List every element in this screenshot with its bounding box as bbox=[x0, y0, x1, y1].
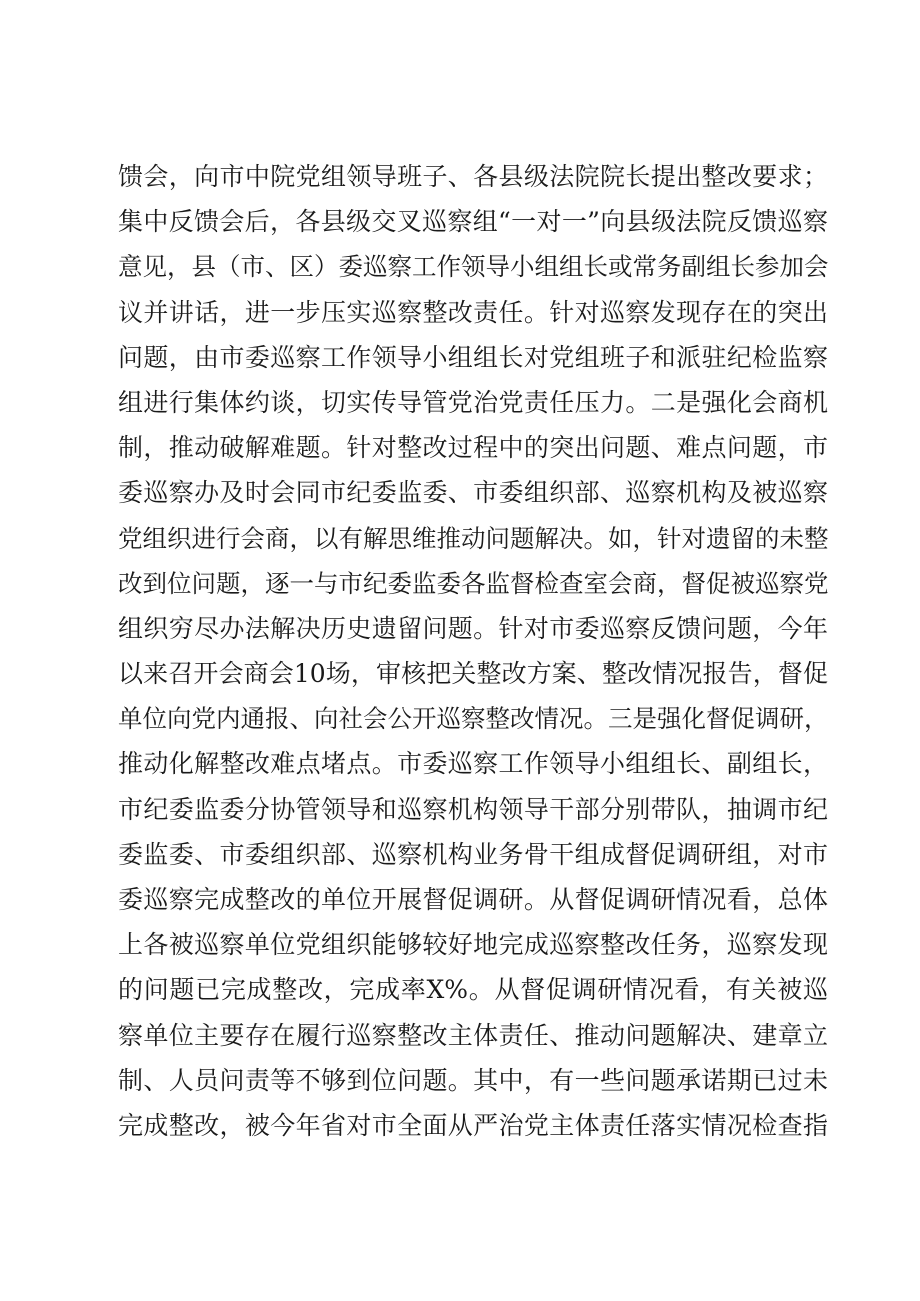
text-line: 组进行集体约谈，切实传导管党治党责任压力。二是强化会商机 bbox=[118, 387, 828, 417]
text-line: 制，推动破解难题。针对整改过程中的突出问题、难点问题，市 bbox=[118, 433, 828, 463]
text-line: 以来召开会商会10场，审核把关整改方案、整改情况报告，督促 bbox=[118, 659, 828, 689]
text-line: 单位向党内通报、向社会公开巡察整改情况。三是强化督促调研， bbox=[118, 704, 829, 734]
text-line: 问题，由市委巡察工作领导小组组长对党组班子和派驻纪检监察 bbox=[118, 342, 828, 372]
text-line: 市纪委监委分协管领导和巡察机构领导干部分别带队，抽调市纪 bbox=[118, 794, 828, 824]
text-line: 委巡察办及时会同市纪委监委、市委组织部、巡察机构及被巡察 bbox=[118, 478, 828, 508]
text-line: 察单位主要存在履行巡察整改主体责任、推动问题解决、建章立 bbox=[118, 1020, 828, 1050]
text-line: 上各被巡察单位党组织能够较好地完成巡察整改任务，巡察发现 bbox=[118, 930, 828, 960]
text-line: 党组织进行会商，以有解思维推动问题解决。如，针对遗留的未整 bbox=[118, 523, 829, 553]
text-line: 推动化解整改难点堵点。市委巡察工作领导小组组长、副组长， bbox=[118, 749, 828, 779]
text-line: 委巡察完成整改的单位开展督促调研。从督促调研情况看，总体 bbox=[118, 885, 828, 914]
text-line: 集中反馈会后，各县级交叉巡察组“一对一”向县级法院反馈巡察 bbox=[118, 207, 828, 237]
text-line: 议并讲话，进一步压实巡察整改责任。针对巡察发现存在的突出 bbox=[118, 297, 828, 327]
text-line: 完成整改，被今年省对市全面从严治党主体责任落实情况检查指 bbox=[118, 1110, 828, 1140]
body-text bbox=[118, 154, 828, 1148]
text-line: 制、人员问责等不够到位问题。其中，有一些问题承诺期已过未 bbox=[118, 1065, 828, 1095]
text-line: 意见，县（市、区）委巡察工作领导小组组长或常务副组长参加会 bbox=[118, 252, 829, 282]
text-line: 馈会，向市中院党组领导班子、各县级法院院长提出整改要求； bbox=[118, 162, 828, 191]
text-line: 改到位问题，逐一与市纪委监委各监督检查室会商，督促被巡察党 bbox=[118, 568, 829, 598]
text-line: 组织穷尽办法解决历史遗留问题。针对市委巡察反馈问题，今年 bbox=[118, 613, 828, 643]
text-line: 委监委、市委组织部、巡察机构业务骨干组成督促调研组，对市 bbox=[118, 839, 828, 869]
text-line: 的问题已完成整改，完成率X%。从督促调研情况看，有关被巡 bbox=[118, 975, 828, 1005]
